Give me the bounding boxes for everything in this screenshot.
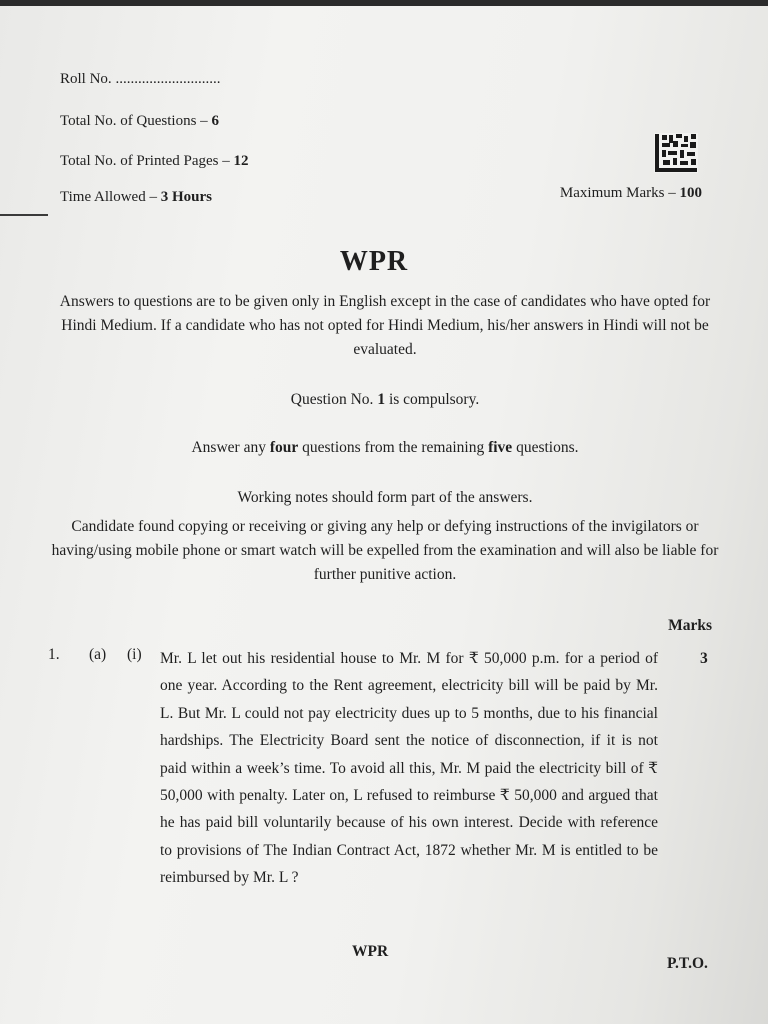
answer-middle: questions from the remaining: [298, 439, 489, 456]
total-pages-value: 12: [233, 153, 249, 169]
question-subpart: (i): [127, 646, 142, 663]
footer-paper-code: WPR: [352, 943, 389, 960]
answer-choice-instruction: [50, 436, 720, 460]
time-allowed-label: Time Allowed –: [60, 189, 161, 205]
compulsory-prefix: Question No.: [290, 391, 378, 408]
answer-five: five: [488, 439, 513, 456]
question-marks: 3: [700, 650, 708, 667]
medium-instruction: Answers to questions are to be given only in English except in the case of candidates who have opted for Hindi Medium. If a candidate who has not opted for Hindi Medium, his/her answers in Hindi will not be evaluated.: [59, 293, 711, 358]
footer-pto: P.T.O.: [667, 955, 708, 972]
barcode-icon: [654, 133, 698, 173]
total-pages-line: [60, 152, 249, 170]
maximum-marks-line: [560, 185, 702, 202]
marks-column-header: Marks: [668, 617, 712, 634]
roll-number-line: [60, 70, 220, 88]
page-top-edge: [0, 0, 768, 6]
working-notes-instruction: Working notes should form part of the answers.: [237, 489, 533, 506]
question-text: Mr. L let out his residential house to Mr. M for ₹ 50,000 p.m. for a period of one year. According to the Rent agreement, electricity bill will be paid by Mr. L. But Mr. L could not pay electricity dues up to 5 months, due to his financial hardships. The Electricity Board sent the notice of disconnection, if it is not paid within a week’s time. To avoid all this, Mr. M paid the electricity bill of ₹ 50,000 with penalty. Later on, L refused to reimburse ₹ 50,000 and argued that he has paid bill voluntarily because of his own interest. Decide with reference to provisions of The Indian Contract Act, 1872 whether Mr. M is entitled to be reimbursed by Mr. L ?: [160, 650, 658, 887]
copying-warning: Candidate found copying or receiving or giving any help or defying instructions of the invigilators or having/using mobile phone or smart watch will be expelled from the examination and will also be liable for further punitive action.: [51, 518, 719, 583]
compulsory-suffix: is compulsory.: [385, 391, 480, 408]
paper-code-title: WPR: [339, 246, 409, 277]
maximum-marks-label: Maximum Marks –: [559, 185, 680, 201]
roll-number-dots: ............................: [115, 71, 221, 87]
total-questions-label: Total No. of Questions –: [60, 113, 212, 129]
total-pages-label: Total No. of Printed Pages –: [60, 153, 234, 169]
total-questions-line: [60, 112, 219, 130]
answer-suffix: questions.: [512, 439, 579, 456]
compulsory-number: 1: [377, 391, 386, 408]
question-part: (a): [89, 646, 107, 663]
question-number: 1.: [48, 646, 60, 663]
maximum-marks-value: 100: [679, 185, 702, 201]
left-rule: [0, 214, 48, 216]
roll-number-label: Roll No.: [60, 71, 112, 87]
answer-four: four: [269, 439, 299, 456]
total-questions-value: 6: [211, 113, 219, 129]
compulsory-instruction: [50, 388, 720, 412]
answer-prefix: Answer any: [191, 439, 270, 456]
time-allowed-line: [60, 188, 212, 206]
time-allowed-value: 3 Hours: [160, 189, 212, 205]
